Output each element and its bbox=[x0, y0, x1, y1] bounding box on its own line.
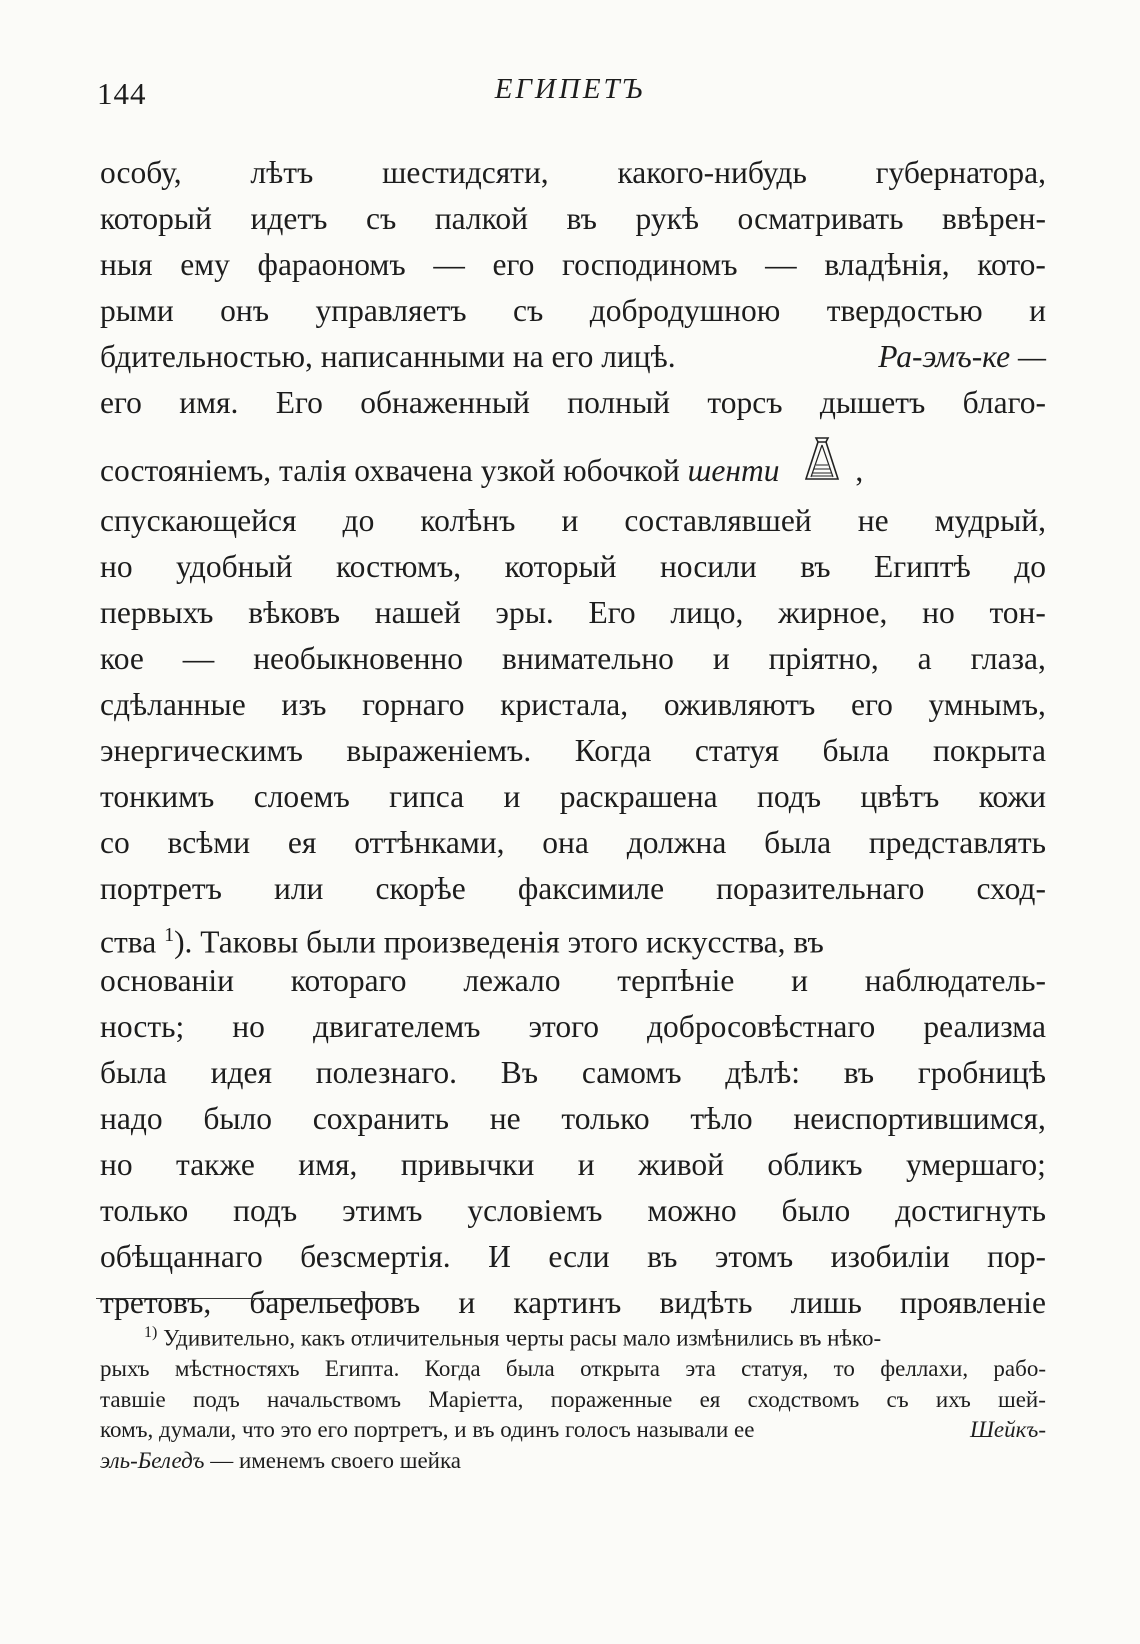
word: достигнуть bbox=[895, 1193, 1046, 1228]
word: портретъ bbox=[100, 871, 222, 906]
word: наблюдатель- bbox=[864, 963, 1046, 998]
word: жирное, bbox=[778, 595, 888, 630]
word: полный bbox=[567, 385, 671, 420]
word: торсъ bbox=[707, 385, 783, 420]
word: рыми bbox=[100, 293, 174, 328]
footnote-marker: 1) bbox=[144, 1324, 158, 1341]
word: должна bbox=[626, 825, 727, 860]
word: поразительнаго bbox=[716, 871, 925, 906]
word: тѣло bbox=[690, 1101, 753, 1136]
word: кое bbox=[100, 641, 144, 676]
word: и bbox=[577, 1147, 595, 1182]
word: Въ bbox=[500, 1055, 539, 1090]
word: была bbox=[822, 733, 890, 768]
text-line bbox=[100, 242, 1046, 288]
word: была bbox=[100, 1055, 167, 1090]
text-line bbox=[100, 636, 1046, 682]
word: пор- bbox=[987, 1239, 1046, 1274]
word: Когда bbox=[424, 1356, 481, 1382]
word: сход- bbox=[976, 871, 1046, 906]
word: съ bbox=[365, 201, 397, 236]
word: глаза, bbox=[970, 641, 1046, 676]
word: обѣщаннаго bbox=[100, 1239, 263, 1274]
text-line bbox=[100, 774, 1046, 820]
word: нашей bbox=[374, 595, 461, 630]
word: идея bbox=[210, 1055, 272, 1090]
word: ея bbox=[287, 825, 317, 860]
word: твердостью bbox=[826, 293, 983, 328]
word: видѣть bbox=[659, 1285, 753, 1320]
word: дышетъ bbox=[819, 385, 926, 420]
word: только bbox=[561, 1101, 650, 1136]
word: можно bbox=[647, 1193, 737, 1228]
word: горнаго bbox=[362, 687, 465, 722]
footnote-line: эль-Беледъ — именемъ своего шейка bbox=[100, 1447, 461, 1473]
word: Когда bbox=[574, 733, 652, 768]
text-line bbox=[100, 380, 1046, 426]
word: вѣковъ bbox=[248, 595, 341, 630]
word: умершаго; bbox=[906, 1147, 1046, 1182]
word: энергическимъ bbox=[100, 733, 303, 768]
word: было bbox=[203, 1101, 273, 1136]
word: было bbox=[781, 1193, 851, 1228]
text-line bbox=[100, 728, 1046, 774]
word: добросовѣстнаго bbox=[647, 1009, 876, 1044]
text-line bbox=[100, 498, 1046, 544]
word: терпѣніе bbox=[617, 963, 735, 998]
word: лѣтъ bbox=[250, 155, 314, 190]
word: надо bbox=[100, 1101, 163, 1136]
word: въ bbox=[800, 549, 831, 584]
word: до bbox=[1014, 549, 1046, 584]
footnote-line bbox=[100, 1354, 1046, 1385]
word: третовъ, bbox=[100, 1285, 212, 1320]
name-raemke: Ра-эмъ-ке — bbox=[878, 339, 1046, 374]
word: палкой bbox=[434, 201, 528, 236]
running-head: ЕГИПЕТЪ bbox=[494, 73, 646, 105]
word: умнымъ, bbox=[928, 687, 1046, 722]
word: въ bbox=[843, 1055, 875, 1090]
text-line bbox=[100, 590, 1046, 636]
word: мѣстностяхъ bbox=[174, 1356, 300, 1382]
word: колѣнъ bbox=[420, 503, 516, 538]
word: имя, bbox=[298, 1147, 358, 1182]
word: мудрый, bbox=[934, 503, 1046, 538]
word: — bbox=[433, 247, 465, 282]
text-line bbox=[100, 196, 1046, 242]
word: шей- bbox=[998, 1386, 1046, 1412]
word: не bbox=[857, 503, 889, 538]
word: и bbox=[561, 503, 579, 538]
word: въ bbox=[647, 1239, 678, 1274]
word: ность; bbox=[100, 1009, 185, 1044]
word: Его bbox=[588, 595, 636, 630]
word: съ bbox=[512, 293, 544, 328]
word: но bbox=[100, 549, 133, 584]
word: рабо- bbox=[993, 1356, 1046, 1382]
text-line bbox=[100, 1188, 1046, 1234]
word: ввѣрен- bbox=[942, 201, 1046, 236]
word: владѣнія, bbox=[824, 247, 950, 282]
word: подъ bbox=[233, 1193, 298, 1228]
footnote-line: комъ, думали, что это его портретъ, и въ одинъ голосъ называли ее Шейкъ- bbox=[100, 1415, 1046, 1446]
word: живой bbox=[638, 1147, 724, 1182]
word: господиномъ bbox=[562, 247, 738, 282]
body-text bbox=[100, 150, 1046, 1326]
word: цвѣтъ bbox=[860, 779, 940, 814]
word: была bbox=[505, 1356, 555, 1382]
word: но bbox=[100, 1147, 133, 1182]
word: статуя, bbox=[741, 1356, 809, 1382]
hieroglyph-kilt-icon bbox=[802, 430, 842, 480]
word: подъ bbox=[193, 1386, 240, 1412]
text-line bbox=[100, 1234, 1046, 1280]
word: но bbox=[922, 595, 955, 630]
word: слоемъ bbox=[253, 779, 350, 814]
word: губернатора, bbox=[875, 155, 1046, 190]
word: полезнаго. bbox=[315, 1055, 458, 1090]
text-line bbox=[100, 1004, 1046, 1050]
word: подъ bbox=[757, 779, 822, 814]
word: представлять bbox=[868, 825, 1046, 860]
word: кото- bbox=[977, 247, 1046, 282]
footnote-ref[interactable]: 1 bbox=[164, 924, 175, 946]
word: и bbox=[503, 779, 521, 814]
word: или bbox=[273, 871, 324, 906]
word: съ bbox=[886, 1386, 909, 1412]
word: носили bbox=[659, 549, 757, 584]
word: условіемъ bbox=[467, 1193, 603, 1228]
word: покрыта bbox=[932, 733, 1046, 768]
word: Маріетта, bbox=[428, 1386, 524, 1412]
word: только bbox=[100, 1193, 189, 1228]
word: выраженіемъ. bbox=[346, 733, 532, 768]
word: рукѣ bbox=[635, 201, 699, 236]
word: лишь bbox=[790, 1285, 862, 1320]
word: то bbox=[833, 1356, 855, 1382]
word: Его bbox=[275, 385, 323, 420]
word: феллахи, bbox=[880, 1356, 969, 1382]
word: спускающейся bbox=[100, 503, 297, 538]
text-line bbox=[100, 820, 1046, 866]
text-line bbox=[100, 288, 1046, 334]
word: со bbox=[100, 825, 130, 860]
word: имя. bbox=[179, 385, 239, 420]
word: не bbox=[489, 1101, 521, 1136]
word: проявленіе bbox=[899, 1285, 1046, 1320]
text-line bbox=[100, 1142, 1046, 1188]
word: его bbox=[100, 385, 142, 420]
word: сходствомъ bbox=[747, 1386, 860, 1412]
word: костюмъ, bbox=[335, 549, 462, 584]
word: И bbox=[488, 1239, 511, 1274]
word: — bbox=[182, 641, 215, 676]
text-line bbox=[100, 150, 1046, 196]
word: лежало bbox=[463, 963, 561, 998]
word: открыта bbox=[580, 1356, 661, 1382]
word: оттѣнками, bbox=[354, 825, 505, 860]
text-line bbox=[100, 866, 1046, 912]
footnote-line: $^{1)}$ Удивительно, какъ отличительныя черты расы мало измѣнились въ нѣко- bbox=[144, 1324, 882, 1351]
word: необыкновенно bbox=[253, 641, 464, 676]
word: безсмертія. bbox=[300, 1239, 451, 1274]
word: факсимиле bbox=[517, 871, 665, 906]
word: составлявшей bbox=[624, 503, 812, 538]
word: неиспортившимся, bbox=[793, 1101, 1046, 1136]
word: раскрашена bbox=[559, 779, 718, 814]
word: скорѣе bbox=[375, 871, 466, 906]
word: пріятно, bbox=[768, 641, 879, 676]
word: реализма bbox=[923, 1009, 1046, 1044]
term-shenti: шенти bbox=[687, 453, 780, 488]
word: эры. bbox=[495, 595, 554, 630]
word: и bbox=[1029, 293, 1046, 328]
word: его bbox=[492, 247, 535, 282]
word: удобный bbox=[176, 549, 293, 584]
word: особу, bbox=[100, 155, 182, 190]
word: и bbox=[712, 641, 730, 676]
word: этимъ bbox=[342, 1193, 423, 1228]
word: и bbox=[458, 1285, 476, 1320]
word: фараономъ bbox=[257, 247, 406, 282]
word: тонкимъ bbox=[100, 779, 215, 814]
text-line: ства $^1$). Таковы были произведенія этого искусства, въ bbox=[100, 924, 824, 960]
word: если bbox=[548, 1239, 610, 1274]
word: — bbox=[765, 247, 797, 282]
word: привычки bbox=[400, 1147, 535, 1182]
word: шестидсяти, bbox=[382, 155, 549, 190]
word: Египта. bbox=[324, 1356, 400, 1382]
word: осматривать bbox=[737, 201, 904, 236]
word: лицо, bbox=[670, 595, 744, 630]
word: этомъ bbox=[714, 1239, 794, 1274]
word: ея bbox=[699, 1386, 721, 1412]
word: дѣлѣ: bbox=[725, 1055, 800, 1090]
word: статуя bbox=[694, 733, 779, 768]
word: рыхъ bbox=[100, 1356, 150, 1382]
text-line bbox=[100, 544, 1046, 590]
word: обнаженный bbox=[360, 385, 530, 420]
text-line bbox=[100, 1050, 1046, 1096]
word: оживляютъ bbox=[663, 687, 816, 722]
word: ихъ bbox=[935, 1386, 971, 1412]
word: какого-нибудь bbox=[617, 155, 807, 190]
word: также bbox=[176, 1147, 255, 1182]
word: первыхъ bbox=[100, 595, 214, 630]
word: изобиліи bbox=[830, 1239, 950, 1274]
footnote bbox=[100, 1318, 1046, 1476]
word: который bbox=[100, 201, 212, 236]
word: управляетъ bbox=[315, 293, 467, 328]
footnote-italic: Шейкъ- bbox=[969, 1417, 1046, 1443]
word: внимательно bbox=[501, 641, 674, 676]
word: барельефовъ bbox=[249, 1285, 421, 1320]
word: этого bbox=[528, 1009, 599, 1044]
word: а bbox=[917, 641, 932, 676]
word: кристала, bbox=[500, 687, 629, 722]
text-line bbox=[100, 682, 1046, 728]
word: его bbox=[850, 687, 893, 722]
word: до bbox=[342, 503, 375, 538]
word: пораженные bbox=[550, 1386, 673, 1412]
word: ныя bbox=[100, 247, 153, 282]
word: сдѣланные bbox=[100, 687, 246, 722]
text-line: состояніемъ, талія охвачена узкой юбочкой шенти , bbox=[100, 426, 1046, 498]
page-number: 144 bbox=[97, 76, 147, 111]
footnote-divider bbox=[96, 1298, 399, 1299]
word: благо- bbox=[962, 385, 1046, 420]
word: который bbox=[504, 549, 617, 584]
word: и bbox=[791, 963, 808, 998]
word: кожи bbox=[978, 779, 1046, 814]
word: тавшіе bbox=[100, 1386, 166, 1412]
word: въ bbox=[566, 201, 597, 236]
word: начальствомъ bbox=[267, 1386, 402, 1412]
word: была bbox=[764, 825, 832, 860]
word: сохранить bbox=[312, 1101, 450, 1136]
word: идетъ bbox=[250, 201, 328, 236]
word: гипса bbox=[389, 779, 465, 814]
word: всѣми bbox=[167, 825, 251, 860]
word: гробницѣ bbox=[917, 1055, 1046, 1090]
word: обликъ bbox=[767, 1147, 863, 1182]
word: ему bbox=[180, 247, 230, 282]
word: картинъ bbox=[513, 1285, 622, 1320]
word: эта bbox=[685, 1356, 716, 1382]
word: онъ bbox=[220, 293, 270, 328]
word: добродушною bbox=[589, 293, 781, 328]
footnote-line bbox=[100, 1385, 1046, 1416]
word: но bbox=[232, 1009, 265, 1044]
text-line bbox=[100, 1096, 1046, 1142]
word: она bbox=[542, 825, 589, 860]
word: самомъ bbox=[581, 1055, 682, 1090]
word: тон- bbox=[989, 595, 1046, 630]
text-line: бдительностью, написанными на его лицѣ. Ра-эмъ-ке — bbox=[100, 334, 1046, 380]
word: изъ bbox=[281, 687, 327, 722]
word: Египтѣ bbox=[874, 549, 971, 584]
word: двигателемъ bbox=[312, 1009, 481, 1044]
word: основаніи bbox=[100, 963, 235, 998]
word: котораго bbox=[290, 963, 407, 998]
